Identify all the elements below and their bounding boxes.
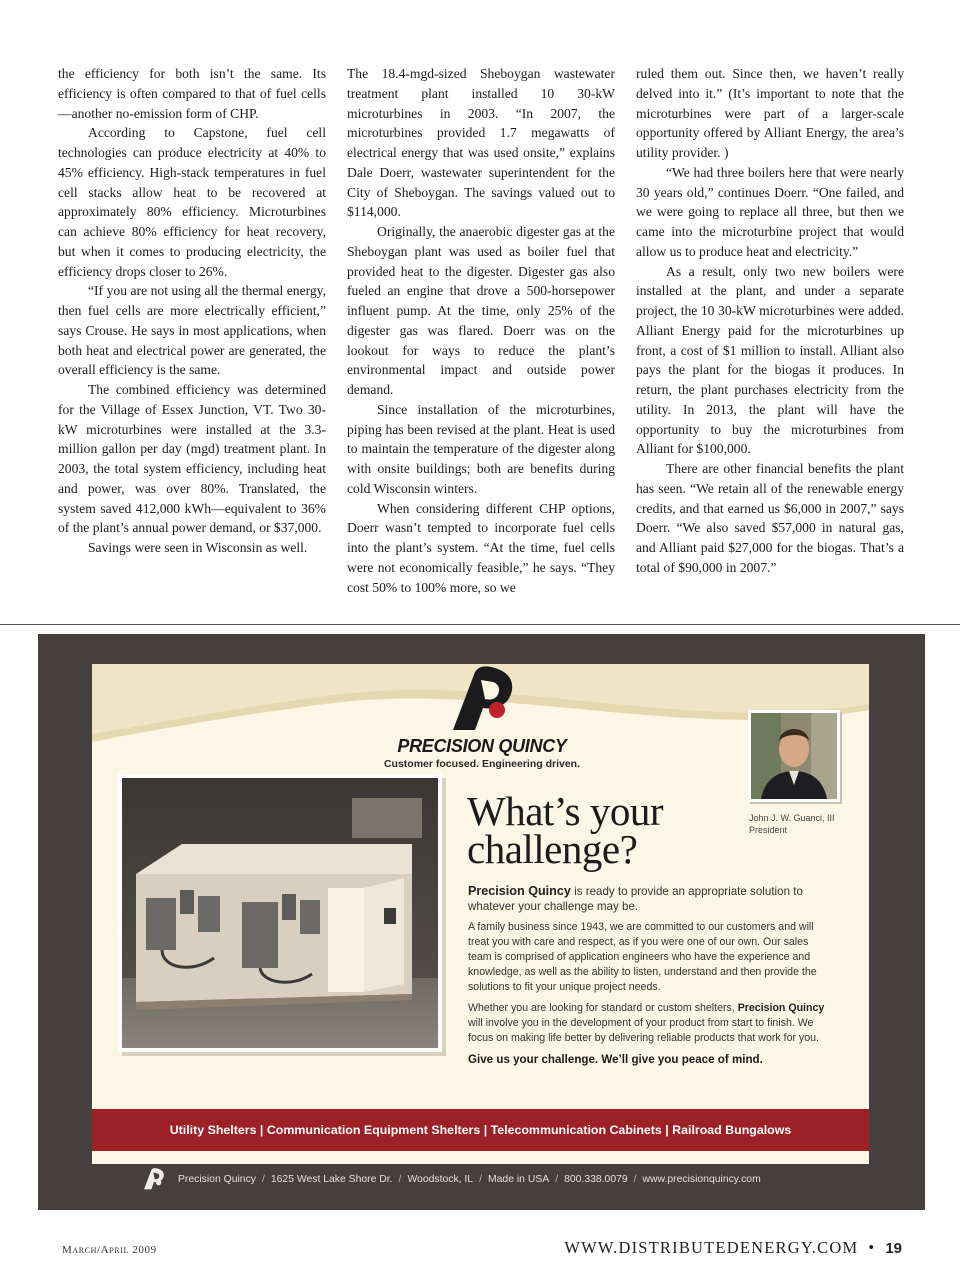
president-name: John J. W. Guanci, III (749, 813, 835, 823)
ad-lead-paragraph (468, 884, 828, 914)
article-columns (58, 64, 904, 597)
footer-logo-icon (142, 1168, 166, 1190)
ad-panel (92, 664, 869, 1164)
lead-brand: Precision Quincy (468, 884, 571, 898)
precision-quincy-advertisement (38, 634, 925, 1210)
president-title: President (749, 825, 788, 835)
issue-date: March/April 2009 (62, 1244, 157, 1256)
para3-rest: will involve you in the development of your product from start to finish. We focus on making life better by delivering reliable products that work for you. (468, 1017, 819, 1044)
footer-separator: / (555, 1173, 559, 1185)
para3-brand: Precision Quincy (737, 1002, 825, 1014)
shelter-photo-frame (118, 774, 442, 1052)
article-paragraph: “We had three boilers here that were nearly 30 years old,” continues Doerr. “One failed, and we were going to replace all three, but then we came into the microturbine project that would allow us to produce heat and electricity.” (636, 164, 904, 259)
footer-company: Precision Quincy (178, 1173, 256, 1185)
article-paragraph: Since installation of the microturbines, piping has been revised at the plant. Heat is used to maintain the temperature of the digester along with onsite buildings; both are benefits during cold Wisconsin winters. (347, 401, 615, 496)
ad-headline (467, 788, 747, 872)
ad-paragraph-shelters (468, 1001, 828, 1046)
footer-made-in: Made in USA (487, 1173, 550, 1185)
ad-paragraph-family: A family business since 1943, we are committed to our customers and will treat you with care and respect, as if you were one of our own. Our sales team is comprised of application engineers who have the experience and knowledge, as well as the ability to listen, understand and then provide the solutions to fit your unique project needs. (468, 921, 817, 993)
article-column-3 (636, 64, 904, 597)
site-url[interactable]: WWW.DISTRIBUTEDENERGY.COM (564, 1238, 859, 1257)
article-paragraph: The combined efficiency was determined for the Village of Essex Junction, VT. Two 30-kW microturbines were installed at the 3.3-million gallon per day (mgd) treatment plant. In 2003, the total system efficiency, including heat and power, was over 80%. Translated, the system saved 412,000 kWh—equivalent to 36% of the plant’s annual power demand, or $37,000. (58, 382, 326, 536)
article-paragraph: When considering different CHP options, Doerr wasn’t tempted to incorporate fuel cells into the plant’s system. “At the time, fuel cells were not economically feasible,” he says. “They cost 50% to 100% more, so we (347, 500, 615, 595)
page-footer-right (564, 1238, 902, 1258)
article-paragraph: Savings were seen in Wisconsin as well. (88, 540, 308, 555)
footer-bullet: • (868, 1238, 876, 1257)
article-paragraph: The 18.4-mgd-sized Sheboygan wastewater treatment plant installed 10 30-kW microturbines in 2003. “In 2007, the microturbines provided 1.7 megawatts of electrical energy that was used onsite,” explains Dale Doerr, wastewater superintendent for the City of Sheboygan. The savings valued out to $114,000. (347, 66, 615, 220)
page-number: 19 (885, 1240, 902, 1257)
headline-line-2: challenge? (467, 826, 638, 872)
footer-phone: 800.338.0079 (564, 1173, 628, 1185)
ad-footer-contact (142, 1165, 862, 1193)
ad-call-to-action: Give us your challenge. We’ll give you peace of mind. (468, 1053, 763, 1066)
footer-address: 1625 West Lake Shore Dr. (270, 1173, 393, 1185)
shelter-photo (122, 778, 438, 1048)
headline-line-1: What’s your (467, 788, 664, 834)
footer-separator: / (633, 1173, 637, 1185)
article-paragraph: As a result, only two new boilers were installed at the plant, and under a separate project, the 10 30-kW microturbines were added. Alliant Energy paid for the microturbines up front, a cost of $1 million to install. Alliant also pays the plant for the biogas it produces. In return, the plant purchases electricity from the utility. In 2013, the plant will have the opportunity to buy the microturbines from Alliant for $100,000. (636, 263, 904, 457)
section-divider (0, 624, 960, 625)
lead-text: is ready to provide an appropriate solution to whatever your challenge may be. (468, 885, 803, 913)
president-portrait (751, 713, 837, 799)
article-paragraph: the efficiency for both isn’t the same. Its efficiency is often compared to that of fuel cells—another no-emission form of CHP. (58, 66, 326, 121)
brand-tagline: Customer focused. Engineering driven. (383, 758, 581, 770)
brand-name: PRECISION QUINCY (397, 736, 567, 756)
president-caption (749, 812, 859, 836)
article-paragraph: According to Capstone, fuel cell technologies can produce electricity at 40% to 45% efficiency. High-stack temperatures in fuel cell stacks allow heat to be recovered at approximately 80% efficiency. Microturbines can achieve 80% efficiency for heat recovery, but when it comes to producing electricity, the efficiency drops closer to 26%. (58, 125, 326, 279)
ad-body-copy (468, 884, 828, 1073)
precision-quincy-logo-icon (447, 666, 519, 732)
footer-separator: / (479, 1173, 482, 1185)
article-column-2 (347, 64, 615, 597)
brand-logo-area (342, 666, 622, 776)
footer-separator: / (261, 1173, 265, 1185)
footer-city: Woodstock, IL (407, 1173, 474, 1185)
article-column-1 (58, 64, 326, 597)
article-paragraph: ruled them out. Since then, we haven’t really delved into it.” (It’s important to note that the microturbines were part of a larger-scale opportunity offered by Alliant Energy, the area’s utility provider. ) (636, 66, 904, 160)
president-portrait-frame (748, 710, 840, 802)
article-paragraph: Originally, the anaerobic digester gas at the Sheboygan plant was used as boiler fuel that provided heat to the digester. Digester gas also fueled an engine that drove a 500-horsepower influent pump. At the time, only 25% of the digester gas was flared. Doerr was on the lookout for ways to reduce the plant’s environmental impact and outside power demand. (347, 224, 615, 397)
article-paragraph: “If you are not using all the thermal energy, then fuel cells are more electrically efficient,” says Crouse. He says in most applications, when both heat and electrical power are generated, the overall efficiency is the same. (58, 283, 326, 378)
footer-website[interactable]: www.precisionquincy.com (642, 1173, 761, 1185)
para3-start: Whether you are looking for standard or custom shelters, (468, 1002, 738, 1014)
services-bar: Utility Shelters | Communication Equipment Shelters | Telecommunication Cabinets | Railroad Bungalows (92, 1109, 869, 1151)
footer-separator: / (398, 1173, 402, 1185)
article-paragraph: There are other financial benefits the plant has seen. “We retain all of the renewable energy credits, and that earned us $6,000 in 2007,” says Doerr. “We also saved $57,000 in natural gas, and Alliant paid $27,000 for the biogas. That’s a total of $90,000 in 2007.” (636, 461, 904, 575)
